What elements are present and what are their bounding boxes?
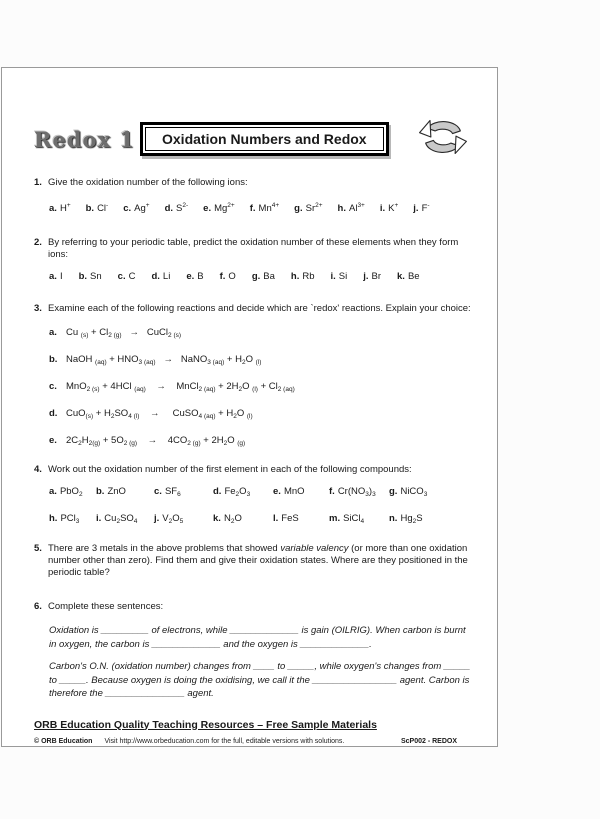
element-item: f. O bbox=[219, 271, 236, 282]
item-formula: $Sr^{2+}$ bbox=[305, 202, 323, 214]
compound-item: e. MnO bbox=[273, 486, 305, 497]
item-formula: Br bbox=[371, 271, 382, 282]
recycle-arrows-icon bbox=[417, 114, 469, 165]
compound-item: n. $Hg_2S$ bbox=[389, 513, 423, 525]
ion-item: d. $S^{2-}$ bbox=[164, 202, 189, 214]
reaction-row: e. $2C_2H_{2(g)} + 5O_{2 (g)}$ → $4CO_{2 (g)} + 2H_2O$ $_{(g)}$ bbox=[49, 434, 471, 450]
compound-item: d. $Fe_2O_3$ bbox=[213, 486, 251, 498]
title-box bbox=[140, 122, 389, 156]
ion-item: b. Cl- bbox=[85, 202, 109, 214]
equation: $CuO_{(s)} + H_2SO_{4 (l)}$ → CuSO$_{4 (aq)}$ + $H_2O$ $_{(l)}$ bbox=[66, 408, 253, 420]
question-2-items bbox=[49, 271, 471, 283]
item-formula: $Mn^{4+}$ bbox=[258, 202, 280, 214]
item-formula: Sn bbox=[90, 271, 102, 282]
element-item: c. C bbox=[117, 271, 136, 282]
item-formula: SiCl$_4$ bbox=[343, 513, 365, 525]
ion-item: h. $Al^{3+}$ bbox=[337, 202, 365, 214]
item-formula: O bbox=[228, 271, 236, 282]
element-item: a. I bbox=[49, 271, 63, 282]
question-text: There are 3 metals in the above problems that showed variable valency (or more than one oxidation number other than zero). Find them and give their oxidation states. Where are they positioned in the periodic table? bbox=[48, 543, 468, 578]
item-formula: $SF_6$ bbox=[164, 486, 181, 498]
fill-in-paragraph-1: Oxidation is _________ of electrons, while _____________ is gain (OILRIG). When carbon is burnt in oxygen, the carbon is _____________ and the oxygen is _____________. bbox=[49, 625, 466, 650]
equation: NaOH $_{(aq)} + HNO_{3 (aq)}$ → NaNO$_{3 (aq)}$ + $H_2O$ $_{(l)}$ bbox=[66, 354, 262, 366]
ion-item: g. $Sr^{2+}$ bbox=[294, 202, 323, 214]
item-formula: PbO$_2$ bbox=[59, 486, 83, 498]
worksheet-header bbox=[34, 114, 471, 164]
item-formula: $N_2O$ bbox=[223, 513, 242, 525]
item-formula: Ba bbox=[263, 271, 275, 282]
ion-item: i. K+ bbox=[379, 202, 399, 214]
item-formula: Ag+ bbox=[134, 202, 150, 214]
question-text: Complete these sentences: bbox=[48, 601, 164, 612]
worksheet-page bbox=[1, 67, 498, 747]
compound-item: i. $Cu_2SO_4$ bbox=[96, 513, 138, 525]
item-formula: $Fe_2O_3$ bbox=[224, 486, 251, 498]
question-1-items bbox=[49, 200, 471, 215]
element-item: k. Be bbox=[397, 271, 420, 282]
item-formula: F- bbox=[421, 202, 430, 214]
question-text: Examine each of the following reactions and decide which are `redox' reactions. Explain your choice: bbox=[48, 303, 471, 314]
question-number: 2. bbox=[34, 237, 42, 248]
question-number: 6. bbox=[34, 601, 42, 612]
question-number: 5. bbox=[34, 543, 42, 554]
question-text: Give the oxidation number of the following ions: bbox=[48, 177, 248, 188]
question-number: 3. bbox=[34, 303, 42, 314]
redox-logo: Redox 1 bbox=[34, 126, 135, 152]
item-formula: K+ bbox=[388, 202, 399, 214]
item-formula: $Cu_2SO_4$ bbox=[104, 513, 138, 525]
reaction-row: b. NaOH $_{(aq)} + HNO_{3 (aq)}$ → NaNO$_{3 (aq)}$ + $H_2O$ $_{(l)}$ bbox=[49, 353, 471, 369]
compound-item: k. $N_2O$ bbox=[213, 513, 242, 525]
item-formula: Si bbox=[338, 271, 348, 282]
element-item: j. Br bbox=[363, 271, 382, 282]
compound-item: b. ZnO bbox=[96, 486, 126, 497]
compound-item: l. FeS bbox=[273, 513, 299, 524]
compound-item: j. $V_2O_5$ bbox=[154, 513, 184, 525]
item-formula: ZnO bbox=[107, 486, 126, 497]
item-formula: $Hg_2S$ bbox=[400, 513, 423, 525]
compound-item: g. NiCO$_3$ bbox=[389, 486, 428, 498]
ion-item: e. $Mg^{2+}$ bbox=[203, 202, 235, 214]
footer-note: Visit http://www.orbeducation.com for the full, editable versions with solutions. bbox=[104, 737, 345, 745]
ion-item: j. F- bbox=[413, 202, 430, 214]
question-5 bbox=[34, 543, 471, 579]
reaction-row: d. $CuO_{(s)} + H_2SO_{4 (l)}$ → CuSO$_{4 (aq)}$ + $H_2O$ $_{(l)}$ bbox=[49, 407, 471, 423]
element-item: e. B bbox=[186, 271, 204, 282]
question-4 bbox=[34, 464, 471, 476]
question-4-items bbox=[49, 486, 471, 528]
compound-item: h. PCl$_3$ bbox=[49, 513, 80, 525]
equation: MnO$_{2 (s)}$ + 4HCl $_{(aq)}$ → MnCl$_{2 (aq)}$ + $2H_2O$ $_{(l)} + Cl_{2 (aq)}$ bbox=[66, 381, 295, 393]
element-item: i. Si bbox=[330, 271, 348, 282]
item-formula: $Mg^{2+}$ bbox=[214, 202, 235, 214]
compound-item: f. $Cr(NO_3)_3$ bbox=[329, 486, 376, 498]
reaction-row: c. MnO$_{2 (s)}$ + 4HCl $_{(aq)}$ → MnCl$_{2 (aq)}$ + $2H_2O$ $_{(l)} + Cl_{2 (aq)}$ bbox=[49, 380, 471, 396]
ion-item: a. H+ bbox=[49, 202, 71, 214]
footer-row bbox=[34, 738, 471, 745]
item-formula: $V_2O_5$ bbox=[162, 513, 184, 525]
question-text: By referring to your periodic table, predict the oxidation number of these elements when they form ions: bbox=[48, 237, 459, 260]
compound-item: c. $SF_6$ bbox=[154, 486, 181, 498]
equation: Cu $_{(s)} + Cl_{2 (g)}$ → CuCl$_{2 (s)}$ bbox=[66, 327, 182, 339]
compound-item: m. SiCl$_4$ bbox=[329, 513, 365, 525]
item-formula: Be bbox=[407, 271, 420, 282]
compound-item: a. PbO$_2$ bbox=[49, 486, 83, 498]
item-formula: PCl$_3$ bbox=[60, 513, 80, 525]
item-formula: FeS bbox=[281, 513, 299, 524]
item-formula: Cl- bbox=[97, 202, 109, 214]
item-formula: B bbox=[197, 271, 204, 282]
item-formula: MnO bbox=[283, 486, 305, 497]
item-formula: NiCO$_3$ bbox=[400, 486, 428, 498]
question-2 bbox=[34, 237, 471, 261]
copyright-label: © ORB Education bbox=[34, 737, 93, 745]
question-6 bbox=[34, 601, 471, 613]
question-1 bbox=[34, 177, 471, 189]
element-item: b. Sn bbox=[78, 271, 102, 282]
item-formula: $Cr(NO_3)_3$ bbox=[337, 486, 376, 498]
equation: $2C_2H_{2(g)} + 5O_{2 (g)}$ → $4CO_{2 (g)} + 2H_2O$ $_{(g)}$ bbox=[66, 435, 246, 447]
item-formula: $S^{2-}$ bbox=[176, 202, 189, 214]
element-item: g. Ba bbox=[251, 271, 275, 282]
question-number: 4. bbox=[34, 464, 42, 475]
question-number: 1. bbox=[34, 177, 42, 188]
question-3 bbox=[34, 303, 471, 315]
reaction-row: a. Cu $_{(s)} + Cl_{2 (g)}$ → CuCl$_{2 (s)}$ bbox=[49, 326, 471, 342]
item-formula: Li bbox=[162, 271, 171, 282]
footer-heading: ORB Education Quality Teaching Resources – Free Sample Materials bbox=[34, 718, 377, 731]
element-item: d. Li bbox=[151, 271, 171, 282]
item-formula: C bbox=[128, 271, 136, 282]
ion-item: f. $Mn^{4+}$ bbox=[249, 202, 280, 214]
element-item: h. Rb bbox=[290, 271, 315, 282]
ion-item: c. Ag+ bbox=[123, 202, 150, 214]
question-text: Work out the oxidation number of the first element in each of the following compounds: bbox=[48, 464, 412, 475]
item-formula: $Al^{3+}$ bbox=[348, 202, 365, 214]
item-formula: H+ bbox=[59, 202, 71, 214]
resource-code: ScP002 - REDOX bbox=[400, 737, 457, 745]
fill-in-paragraph-2: Carbon's O.N. (oxidation number) changes from ____ to _____, while oxygen's changes from _____ to _____. Because oxygen is doing the oxidising, we call it the ________________ agent. Carbon is therefore the _______________ agent. bbox=[49, 661, 471, 699]
page-title: Oxidation Numbers and Redox bbox=[145, 127, 384, 151]
item-formula: I bbox=[59, 271, 63, 282]
item-formula: Rb bbox=[302, 271, 315, 282]
